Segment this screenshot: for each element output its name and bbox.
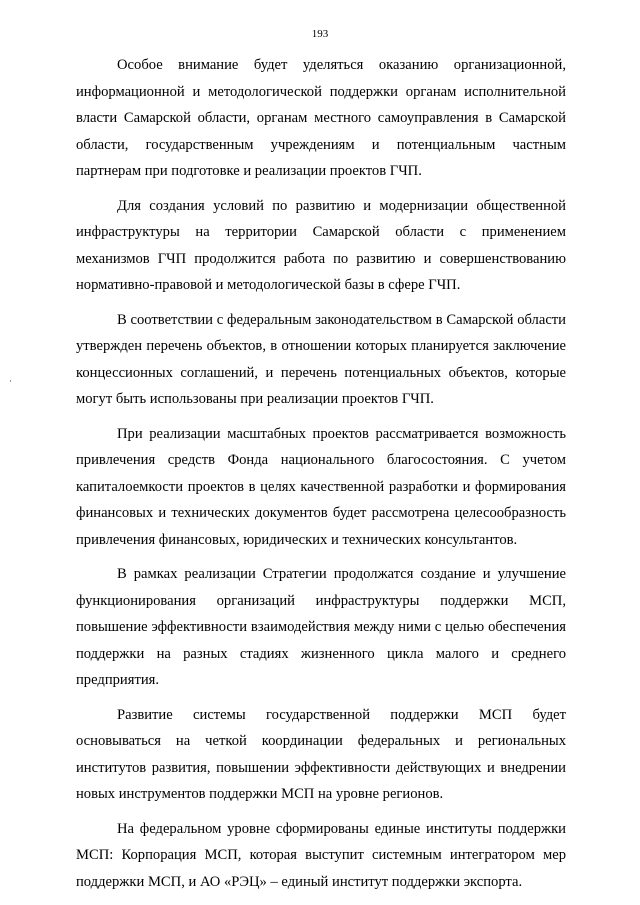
body-text xyxy=(76,52,566,903)
paragraph-6: Развитие системы государственной поддержки МСП будет основываться на четкой координации федеральных и региональных институтов развития, повышении эффективности действующих и внедрении новых инструментов поддержки МСП на уровне регионов. xyxy=(76,706,566,802)
paragraph-4: При реализации масштабных проектов рассматривается возможность привлечения средств Фонда национального благосостояния. С учетом капиталоемкости проектов в целях качественной разработки и формирования финансовых и технических документов будет рассмотрена целесообразность привлечения финансовых, юридических и технических консультантов. xyxy=(76,425,566,548)
paragraph-5: В рамках реализации Стратегии продолжатся создание и улучшение функционирования организаций инфраструктуры поддержки МСП, повышение эффективности взаимодействия между ними с целью обеспечения поддержки на разных стадиях жизненного цикла малого и среднего предприятия. xyxy=(76,566,566,688)
page-number: 193 xyxy=(311,28,329,40)
paragraph-2: Для создания условий по развитию и модернизации общественной инфраструктуры на территории Самарской области с применением механизмов ГЧП продолжится работа по развитию и совершенствованию нормативно-правовой и методологической базы в сфере ГЧП. xyxy=(76,197,566,293)
paragraph-3: В соответствии с федеральным законодательством в Самарской области утвержден перечень объектов, в отношении которых планируется заключение концессионных соглашений, и перечень потенциальных объектов, которые могут быть использованы при реализации проектов ГЧП. xyxy=(76,311,566,407)
paragraph-7: На федеральном уровне сформированы единые институты поддержки МСП: Корпорация МСП, которая выступит системным интегратором мер поддержки МСП, и АО «РЭЦ» – единый институт поддержки экспорта. xyxy=(76,820,566,890)
margin-mark xyxy=(10,380,11,382)
paragraph-1: Особое внимание будет уделяться оказанию организационной, информационной и методологической поддержки органам исполнительной власти Самарской области, органам местного самоуправления в Самарской области, государственным учреждениям и потенциальным частным партнерам при подготовке и реализации проектов ГЧП. xyxy=(76,57,566,179)
